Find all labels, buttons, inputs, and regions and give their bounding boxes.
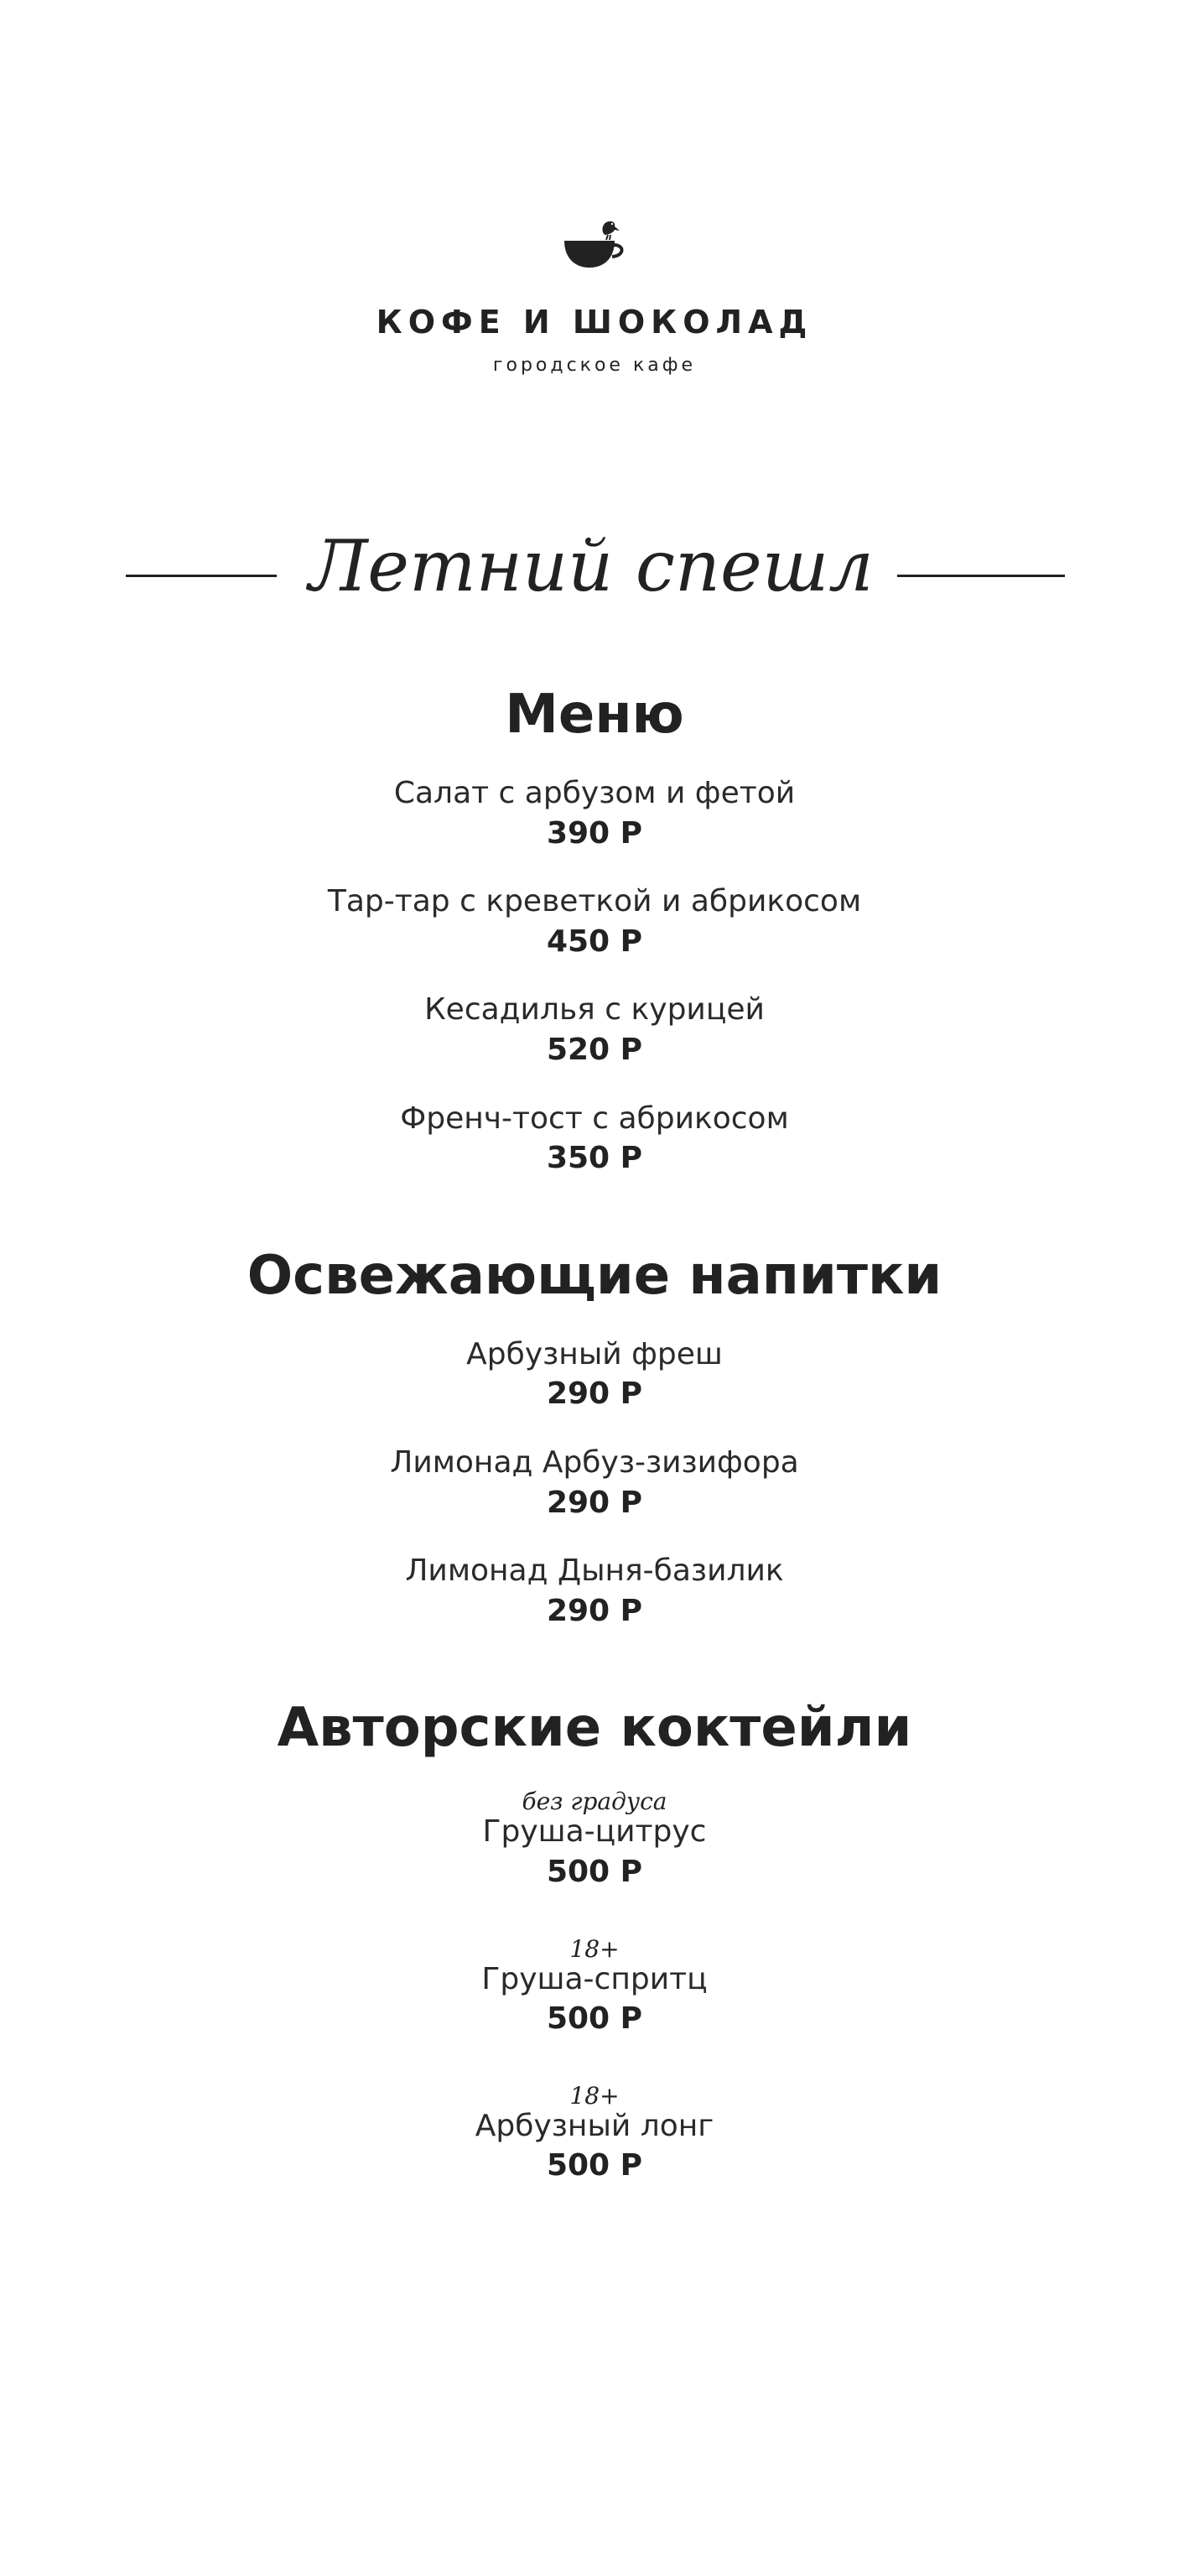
section-title: Авторские коктейли <box>277 1697 912 1760</box>
list-item <box>0 1554 1189 1627</box>
item-price: 500 Р <box>546 2001 643 2037</box>
item-price: 290 Р <box>546 1376 643 1412</box>
item-price: 290 Р <box>546 1593 643 1628</box>
item-price: 520 Р <box>546 1032 643 1067</box>
list-item <box>0 1338 1189 1411</box>
item-name: Френч-тост с абрикосом <box>400 1101 789 1136</box>
list-item <box>0 1102 1189 1175</box>
brand-header <box>0 214 1189 375</box>
item-note: 18+ <box>569 2081 620 2110</box>
item-name: Лимонад Арбуз-зизифора <box>390 1444 799 1480</box>
item-list <box>0 777 1189 1175</box>
item-name: Лимонад Дыня-базилик <box>405 1553 784 1589</box>
list-item <box>0 1790 1189 1888</box>
item-price: 500 Р <box>546 1854 643 1889</box>
item-price: 500 Р <box>546 2148 643 2183</box>
list-item <box>0 993 1189 1066</box>
section-drinks <box>0 1244 1189 1628</box>
section-title: Меню <box>505 684 684 746</box>
item-price: 350 Р <box>546 1141 643 1176</box>
item-list <box>0 1338 1189 1628</box>
section-title: Освежающие напитки <box>247 1244 942 1307</box>
item-price: 290 Р <box>546 1485 643 1520</box>
special-title: Летний спешл <box>309 525 874 607</box>
list-item <box>0 1934 1189 2037</box>
special-title-block <box>0 516 1189 625</box>
list-item <box>0 777 1189 850</box>
item-name: Арбузный фреш <box>466 1336 723 1371</box>
list-item <box>0 885 1189 958</box>
divider-left <box>126 575 277 577</box>
item-price: 390 Р <box>546 815 643 851</box>
divider-right <box>897 575 1065 577</box>
cup-with-bird-icon <box>553 214 636 281</box>
item-name: Тар-тар с креветкой и абрикосом <box>327 884 862 919</box>
item-note: без градуса <box>522 1788 667 1816</box>
list-item <box>0 1446 1189 1519</box>
item-name: Арбузный лонг <box>475 2108 714 2143</box>
item-name: Груша-спритц <box>481 1961 708 1996</box>
section-cocktails <box>0 1697 1189 2183</box>
brand-subtitle: городское кафе <box>492 355 697 376</box>
item-note: 18+ <box>569 1934 620 1963</box>
list-item <box>0 2081 1189 2183</box>
section-menu <box>0 684 1189 1176</box>
brand-name: КОФЕ И ШОКОЛАД <box>376 304 813 341</box>
item-name: Кесадилья с курицей <box>424 992 765 1028</box>
menu-content <box>0 684 1189 2183</box>
item-list <box>0 1790 1189 2183</box>
item-price: 450 Р <box>546 924 643 959</box>
item-name: Груша-цитрус <box>482 1814 707 1850</box>
item-name: Салат с арбузом и фетой <box>393 776 796 810</box>
